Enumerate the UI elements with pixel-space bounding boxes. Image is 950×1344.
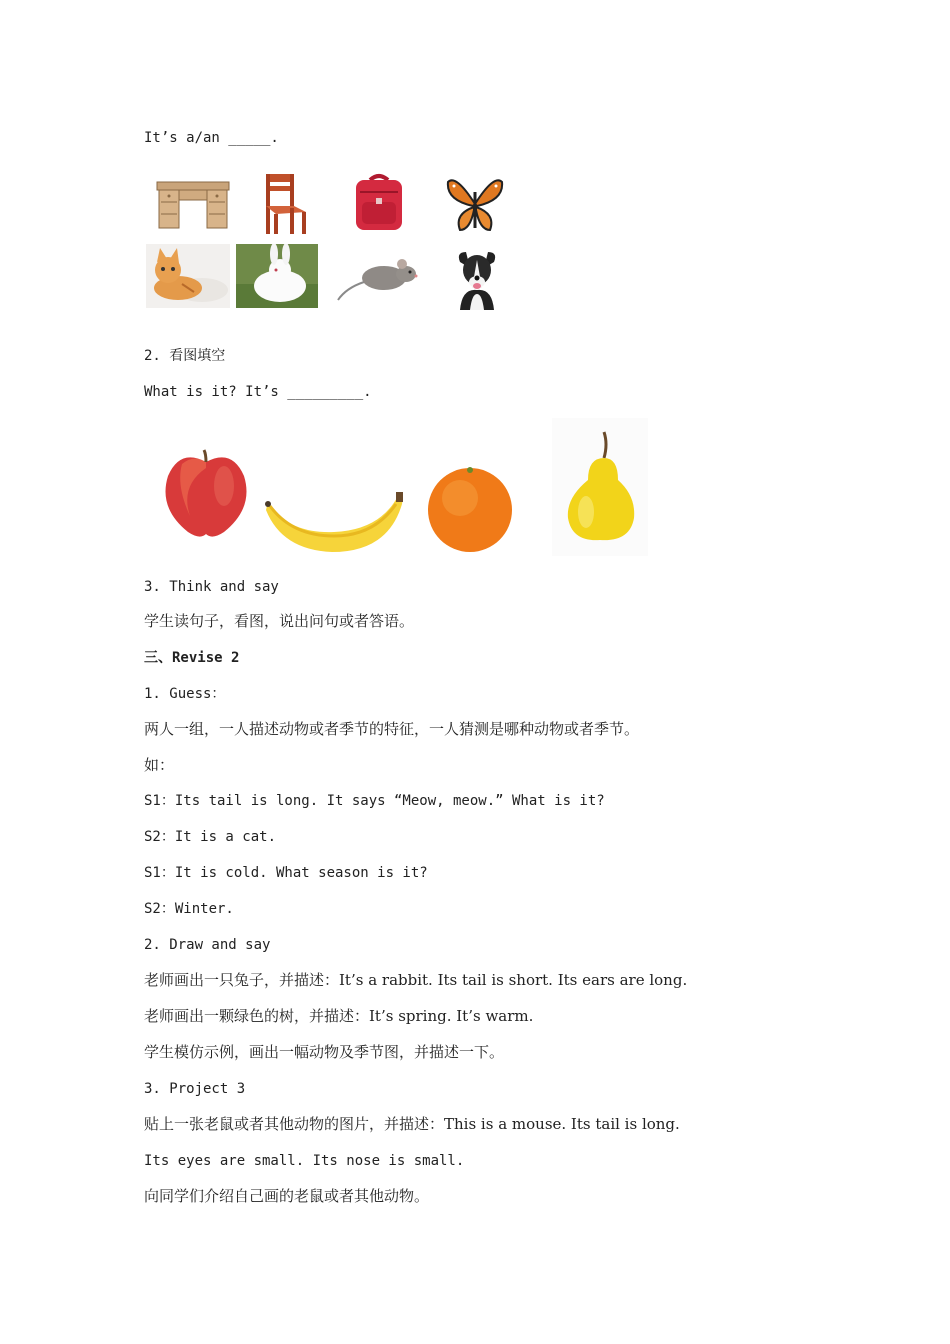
orange-icon xyxy=(424,460,516,556)
project-instruction-3: 向同学们介绍自己画的老鼠或者其他动物。 xyxy=(144,1187,430,1205)
dog-icon xyxy=(454,248,500,310)
desk-icon xyxy=(155,178,231,232)
revise-2-heading: 三、Revise 2 xyxy=(144,650,240,666)
dialogue-line-1: S1：Its tail is long. It says “Meow, meow.” What is it? xyxy=(144,793,605,809)
draw-example-1: 老师画出一只兔子，并描述：It’s a rabbit. Its tail is short. Its ears are long. xyxy=(144,971,688,989)
pear-icon xyxy=(552,418,648,556)
cat-icon xyxy=(146,244,230,308)
apple-icon xyxy=(160,446,252,540)
mouse-icon xyxy=(336,254,420,304)
dialogue-line-4: S2：Winter. xyxy=(144,901,234,917)
section-2-heading: 2. 看图填空 xyxy=(144,348,226,364)
draw-example-2: 老师画出一颗绿色的树，并描述：It’s spring. It’s warm. xyxy=(144,1007,534,1025)
fill-blank-sentence-2: What is it? It’s _________. xyxy=(144,384,372,400)
dialogue-line-3: S1：It is cold. What season is it? xyxy=(144,865,428,881)
instruction-text: 学生读句子，看图，说出问句或者答语。 xyxy=(144,612,415,630)
example-label: 如： xyxy=(144,756,175,774)
guess-heading: 1. Guess： xyxy=(144,686,226,702)
project-instruction-1: 贴上一张老鼠或者其他动物的图片，并描述：This is a mouse. Its tail is long. xyxy=(144,1115,680,1133)
section-3-heading: 3. Think and say xyxy=(144,579,279,595)
banana-icon xyxy=(264,490,404,556)
dialogue-line-2: S2：It is a cat. xyxy=(144,829,277,845)
chair-icon xyxy=(258,172,310,236)
rabbit-icon xyxy=(236,244,318,308)
fill-blank-sentence-1: It’s a/an _____. xyxy=(144,130,279,146)
draw-instruction: 学生模仿示例，画出一幅动物及季节图，并描述一下。 xyxy=(144,1043,505,1061)
project-3-heading: 3. Project 3 xyxy=(144,1081,246,1097)
butterfly-icon xyxy=(446,174,504,236)
guess-instruction: 两人一组，一人描述动物或者季节的特征，一人猜测是哪种动物或者季节。 xyxy=(144,720,640,738)
schoolbag-icon xyxy=(350,172,408,234)
project-instruction-2: Its eyes are small. Its nose is small. xyxy=(144,1153,465,1169)
draw-and-say-heading: 2. Draw and say xyxy=(144,937,271,953)
